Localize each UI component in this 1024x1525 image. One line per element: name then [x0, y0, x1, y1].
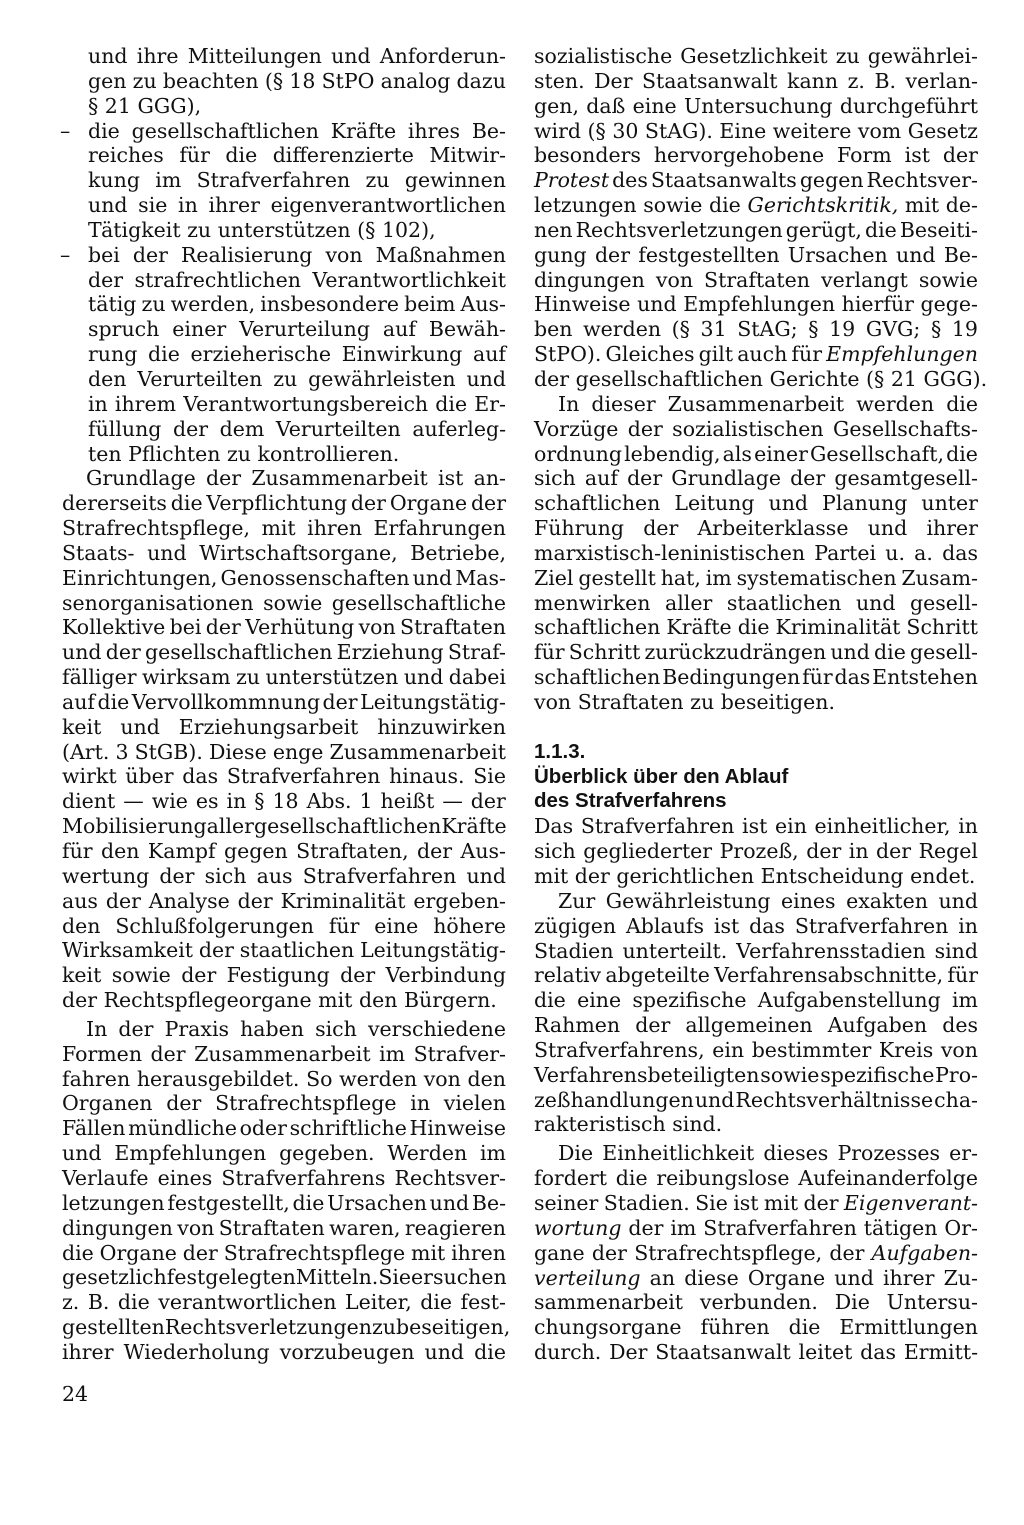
section-heading: Überblick über den Ablauf	[534, 764, 789, 788]
text-line: Vorzüge der sozialistischen Gesellschafts-	[534, 416, 978, 441]
page-number: 24	[62, 1382, 89, 1406]
text-line: relativ abgeteilte Verfahrensabschnitte, für	[534, 963, 978, 988]
text-line: sich gegliederter Prozeß, der in der Regel	[534, 839, 978, 864]
text-line: wirkt über das Strafverfahren hinaus. Sie	[62, 764, 506, 789]
text-line: gen, daß eine Untersuchung durchgeführt	[534, 93, 978, 118]
text-line: auf die Vervollkommnung der Leitungstätig-	[62, 689, 506, 714]
text-line: dient — wie es in § 18 Abs. 1 heißt — der	[62, 789, 506, 814]
text-line: und ihre Mitteilungen und Anforderun-	[88, 44, 506, 68]
text-line: sich auf der Grundlage der gesamtgesell-	[534, 466, 978, 491]
text-line: z. B. die verantwortlichen Leiter, die fest-	[62, 1290, 506, 1315]
text-line: Rahmen der allgemeinen Aufgaben des	[534, 1013, 978, 1038]
text-line: Verfahrensbeteiligten sowie spezifische Pro-	[534, 1062, 978, 1087]
text-line: Stadien unterteilt. Verfahrensstadien sind	[534, 938, 978, 963]
text-line: schaftlichen Kräfte die Kriminalität Schritt	[534, 615, 978, 640]
text-line: die eine spezifische Aufgabenstellung im	[534, 988, 978, 1013]
text-line: Hinweise und Empfehlungen hierfür gege-	[534, 292, 978, 317]
text-line: seiner Stadien. Sie ist mit der Eigenverant-	[534, 1190, 978, 1215]
text-line: Formen der Zusammenarbeit im Strafver-	[62, 1041, 506, 1066]
text-line: keit und Erziehungsarbeit hinzuwirken	[62, 714, 506, 739]
text-line: dingungen von Straftaten waren, reagieren	[62, 1215, 506, 1240]
text-line: von Straftaten zu beseitigen.	[534, 689, 835, 714]
text-line: – bei der Realisierung von Maßnahmen	[60, 242, 506, 267]
text-line: reiches für die differenzierte Mitwir-	[88, 143, 506, 168]
text-line: und sie in ihrer eigenverantwortlichen	[88, 193, 506, 218]
text-line: rung die erzieherische Einwirkung auf	[88, 342, 506, 367]
text-line: Ziel gestellt hat, im systematischen Zusam-	[534, 565, 978, 590]
text-line: zeßhandlungen und Rechtsverhältnisse cha-	[534, 1087, 978, 1112]
text-line: Wirksamkeit der staatlichen Leitungstätig-	[62, 938, 506, 963]
text-line: fahren herausgebildet. So werden von den	[62, 1066, 506, 1091]
text-line: gane der Strafrechtspflege, der Aufgaben-	[534, 1240, 978, 1265]
text-line: In dieser Zusammenarbeit werden die	[558, 391, 978, 416]
text-line: Das Strafverfahren ist ein einheitlicher, in	[534, 814, 978, 839]
list-bullet: –	[60, 118, 71, 143]
text-line: sozialistische Gesetzlichkeit zu gewährlei-	[534, 44, 978, 68]
text-line: § 21 GGG),	[88, 93, 202, 118]
text-line: wertung der sich aus Strafverfahren und	[62, 863, 506, 888]
text-line: Mobilisierung aller gesellschaftlichen Kräfte	[62, 814, 507, 839]
text-line: rakteristisch sind.	[534, 1112, 723, 1137]
text-line: Protest des Staatsanwalts gegen Rechtsver-	[534, 168, 978, 193]
text-line: in ihrem Verantwortungsbereich die Er-	[88, 391, 506, 416]
text-line: dererseits die Verpflichtung der Organe der	[62, 491, 506, 516]
text-line: ten Pflichten zu kontrollieren.	[88, 441, 400, 466]
text-line: durch. Der Staatsanwalt leitet das Ermitt-	[534, 1340, 978, 1365]
text-line: In der Praxis haben sich verschiedene	[86, 1016, 506, 1041]
text-line: spruch einer Verurteilung auf Bewäh-	[88, 317, 506, 342]
text-line: schaftlichen Leitung und Planung unter	[534, 491, 978, 516]
text-line: für den Kampf gegen Straftaten, der Aus-	[62, 839, 506, 863]
section-heading: 1.1.3.	[534, 739, 586, 763]
text-line: sten. Der Staatsanwalt kann z. B. verlan-	[534, 68, 978, 93]
text-line: wird (§ 30 StAG). Eine weitere vom Gesetz	[534, 118, 978, 143]
right-column	[534, 44, 988, 1365]
text-line: ben werden (§ 31 StAG; § 19 GVG; § 19	[534, 317, 978, 342]
text-line: – die gesellschaftlichen Kräfte ihres Be-	[60, 118, 506, 143]
text-line: Strafverfahrens, ein bestimmter Kreis von	[534, 1037, 978, 1062]
text-line: ordnung lebendig, als einer Gesellschaft, die	[534, 441, 978, 466]
text-line: aus der Analyse der Kriminalität ergeben-	[62, 888, 506, 913]
text-line: StPO). Gleiches gilt auch für Empfehlungen	[534, 342, 978, 367]
text-line: für Schritt zurückzudrängen und die gesell-	[534, 640, 978, 665]
list-bullet: –	[60, 242, 71, 267]
text-line: Verlaufe eines Strafverfahrens Rechtsver-	[62, 1165, 506, 1190]
text-line: gung der festgestellten Ursachen und Be-	[534, 242, 978, 267]
text-line: chungsorgane führen die Ermittlungen	[534, 1315, 978, 1340]
section-heading: des Strafverfahrens	[534, 789, 727, 813]
text-line: ihrer Wiederholung vorzubeugen und die	[62, 1339, 506, 1364]
text-line: besonders hervorgehobene Form ist der	[534, 143, 978, 168]
text-line: senorganisationen sowie gesellschaftliche	[62, 590, 506, 615]
text-line: den Verurteilten zu gewährleisten und	[88, 366, 506, 391]
text-line: keit sowie der Festigung der Verbindung	[62, 963, 506, 988]
text-line: Führung der Arbeiterklasse und ihrer	[534, 516, 978, 541]
text-line: gestellten Rechtsverletzungen zu beseitigen,	[62, 1315, 511, 1340]
text-line: wortung der im Strafverfahren tätigen Or-	[534, 1215, 978, 1240]
text-line: Zur Gewährleistung eines exakten und	[558, 888, 978, 913]
text-line: der Rechtspflegeorgane mit den Bürgern.	[62, 988, 497, 1013]
text-line: Die Einheitlichkeit dieses Prozesses er-	[558, 1141, 978, 1166]
text-line: Tätigkeit zu unterstützen (§ 102),	[88, 217, 436, 242]
text-line: Einrichtungen, Genossenschaften und Mas-	[62, 565, 506, 590]
text-line: mit der gerichtlichen Entscheidung endet.	[534, 864, 976, 888]
text-line: fordert die reibungslose Aufeinanderfolge	[534, 1166, 978, 1191]
text-line: die Organe der Strafrechtspflege mit ihren	[62, 1240, 506, 1265]
text-line: (Art. 3 StGB). Diese enge Zusammenarbeit	[62, 739, 506, 764]
text-line: nen Rechtsverletzungen gerügt, die Beseiti-	[534, 217, 978, 242]
text-line: und der gesellschaftlichen Erziehung Straf-	[62, 640, 506, 665]
text-line: füllung der dem Verurteilten auferleg-	[88, 416, 506, 441]
text-line: Grundlage der Zusammenarbeit ist an-	[86, 466, 506, 491]
text-line: letzungen sowie die Gerichtskritik, mit de-	[534, 193, 978, 218]
text-line: dingungen von Straftaten verlangt sowie	[534, 267, 978, 292]
text-line: gesetzlich festgelegten Mitteln. Sie ersuchen	[62, 1265, 507, 1290]
text-line: sammenarbeit verbunden. Die Untersu-	[534, 1290, 978, 1315]
text-line: Organen der Strafrechtspflege in vielen	[62, 1091, 506, 1116]
text-line: fälliger wirksam zu unterstützen und dabei	[62, 665, 506, 690]
text-line: Staats- und Wirtschaftsorgane, Betriebe,	[62, 540, 506, 565]
text-line: der strafrechtlichen Verantwortlichkeit	[88, 267, 506, 292]
text-line: marxistisch-leninistischen Partei u. a. das	[534, 540, 978, 565]
text-line: der gesellschaftlichen Gerichte (§ 21 GGG).	[534, 366, 988, 391]
text-line: Fällen mündliche oder schriftliche Hinweise	[62, 1116, 506, 1141]
text-line: den Schlußfolgerungen für eine höhere	[62, 913, 506, 938]
text-line: gen zu beachten (§ 18 StPO analog dazu	[88, 68, 506, 93]
text-line: Kollektive bei der Verhütung von Straftaten	[62, 615, 506, 640]
text-line: Strafrechtspflege, mit ihren Erfahrungen	[62, 516, 506, 541]
text-line: und Empfehlungen gegeben. Werden im	[62, 1141, 506, 1166]
text-line: verteilung an diese Organe und ihrer Zu-	[534, 1265, 978, 1290]
spacer	[534, 715, 978, 740]
text-line: kung im Strafverfahren zu gewinnen	[88, 168, 506, 193]
text-line: schaftlichen Bedingungen für das Entstehen	[534, 665, 978, 690]
text-line: letzungen festgestellt, die Ursachen und Be-	[62, 1190, 506, 1215]
left-column	[60, 44, 511, 1365]
text-line: menwirken aller staatlichen und gesell-	[534, 590, 978, 615]
text-line: tätig zu werden, insbesondere beim Aus-	[88, 292, 506, 317]
text-line: zügigen Ablaufs ist das Strafverfahren in	[534, 913, 978, 938]
